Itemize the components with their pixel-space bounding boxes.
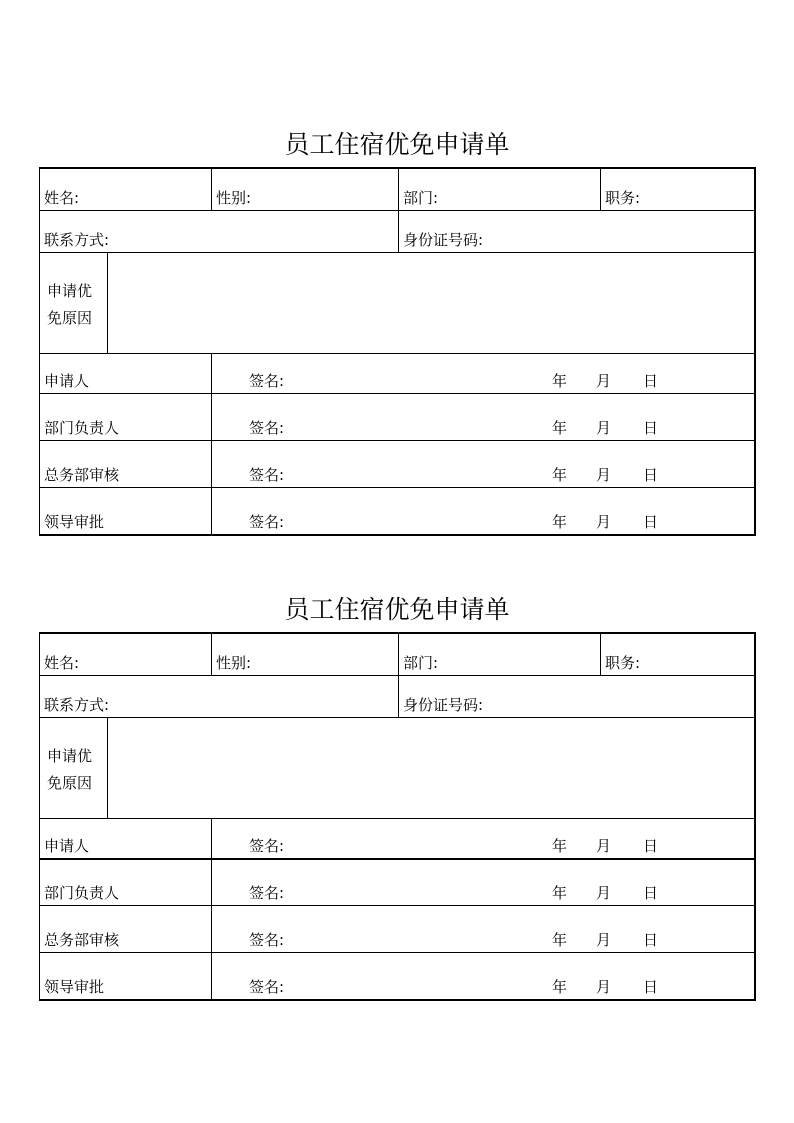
signature-row-label: 领导审批 <box>44 978 105 996</box>
year-label: 年 <box>552 931 568 949</box>
info-row-2 <box>40 210 754 252</box>
day-label: 日 <box>643 419 659 437</box>
year-label: 年 <box>552 513 568 531</box>
form-title: 员工住宿优免申请单 <box>284 595 510 624</box>
year-label: 年 <box>552 372 568 390</box>
sign-field[interactable]: 签名: <box>249 931 285 949</box>
month-label: 月 <box>596 837 612 855</box>
column-divider <box>211 860 212 905</box>
id-number-field[interactable]: 身份证号码: <box>398 211 754 252</box>
reason-label: 申请优 免原因 <box>40 253 108 353</box>
month-label: 月 <box>596 978 612 996</box>
day-label: 日 <box>643 884 659 902</box>
signature-row-applicant <box>40 818 754 858</box>
form-table <box>39 632 756 1001</box>
signature-row-label: 领导审批 <box>44 513 105 531</box>
sign-field[interactable]: 签名: <box>249 884 285 902</box>
sign-field[interactable]: 签名: <box>249 466 285 484</box>
contact-field[interactable]: 联系方式: <box>44 696 110 714</box>
info-row-1 <box>40 169 754 210</box>
name-field[interactable]: 姓名: <box>44 654 80 672</box>
sign-field[interactable]: 签名: <box>249 513 285 531</box>
day-label: 日 <box>643 513 659 531</box>
reason-label: 申请优 免原因 <box>40 718 108 818</box>
reason-row <box>40 717 754 818</box>
signature-row-label: 部门负责人 <box>44 419 120 437</box>
gender-field[interactable]: 性别: <box>211 169 398 210</box>
info-row-1 <box>40 634 754 675</box>
sign-field[interactable]: 签名: <box>249 837 285 855</box>
sign-field[interactable]: 签名: <box>249 419 285 437</box>
sign-field[interactable]: 签名: <box>249 978 285 996</box>
column-divider <box>211 394 212 440</box>
day-label: 日 <box>643 372 659 390</box>
reason-input-area[interactable] <box>108 253 754 353</box>
sign-field[interactable]: 签名: <box>249 372 285 390</box>
day-label: 日 <box>643 978 659 996</box>
signature-row-label: 总务部审核 <box>44 931 120 949</box>
day-label: 日 <box>643 837 659 855</box>
gender-field[interactable]: 性别: <box>211 634 398 675</box>
column-divider <box>211 441 212 487</box>
signature-row-label: 申请人 <box>44 372 90 390</box>
form-title: 员工住宿优免申请单 <box>284 130 510 159</box>
column-divider <box>211 906 212 952</box>
column-divider <box>211 488 212 534</box>
column-divider <box>211 354 212 393</box>
signature-row-label: 总务部审核 <box>44 466 120 484</box>
signature-row-dept-head <box>40 858 754 905</box>
info-row-2 <box>40 675 754 717</box>
signature-row-label: 部门负责人 <box>44 884 120 902</box>
signature-row-leader <box>40 487 754 534</box>
department-field[interactable]: 部门: <box>398 634 600 675</box>
month-label: 月 <box>596 513 612 531</box>
signature-row-label: 申请人 <box>44 837 90 855</box>
reason-row <box>40 252 754 353</box>
month-label: 月 <box>596 419 612 437</box>
day-label: 日 <box>643 931 659 949</box>
year-label: 年 <box>552 978 568 996</box>
department-field[interactable]: 部门: <box>398 169 600 210</box>
month-label: 月 <box>596 372 612 390</box>
column-divider <box>211 953 212 999</box>
month-label: 月 <box>596 931 612 949</box>
position-field[interactable]: 职务: <box>600 634 754 675</box>
signature-row-applicant <box>40 353 754 393</box>
form-table <box>39 167 756 536</box>
year-label: 年 <box>552 419 568 437</box>
signature-row-leader <box>40 952 754 999</box>
month-label: 月 <box>596 466 612 484</box>
signature-row-general-affairs <box>40 905 754 952</box>
contact-field[interactable]: 联系方式: <box>44 231 110 249</box>
year-label: 年 <box>552 837 568 855</box>
column-divider <box>211 819 212 858</box>
name-field[interactable]: 姓名: <box>44 189 80 207</box>
day-label: 日 <box>643 466 659 484</box>
year-label: 年 <box>552 466 568 484</box>
position-field[interactable]: 职务: <box>600 169 754 210</box>
reason-input-area[interactable] <box>108 718 754 818</box>
signature-row-general-affairs <box>40 440 754 487</box>
year-label: 年 <box>552 884 568 902</box>
id-number-field[interactable]: 身份证号码: <box>398 676 754 717</box>
signature-row-dept-head <box>40 393 754 440</box>
month-label: 月 <box>596 884 612 902</box>
